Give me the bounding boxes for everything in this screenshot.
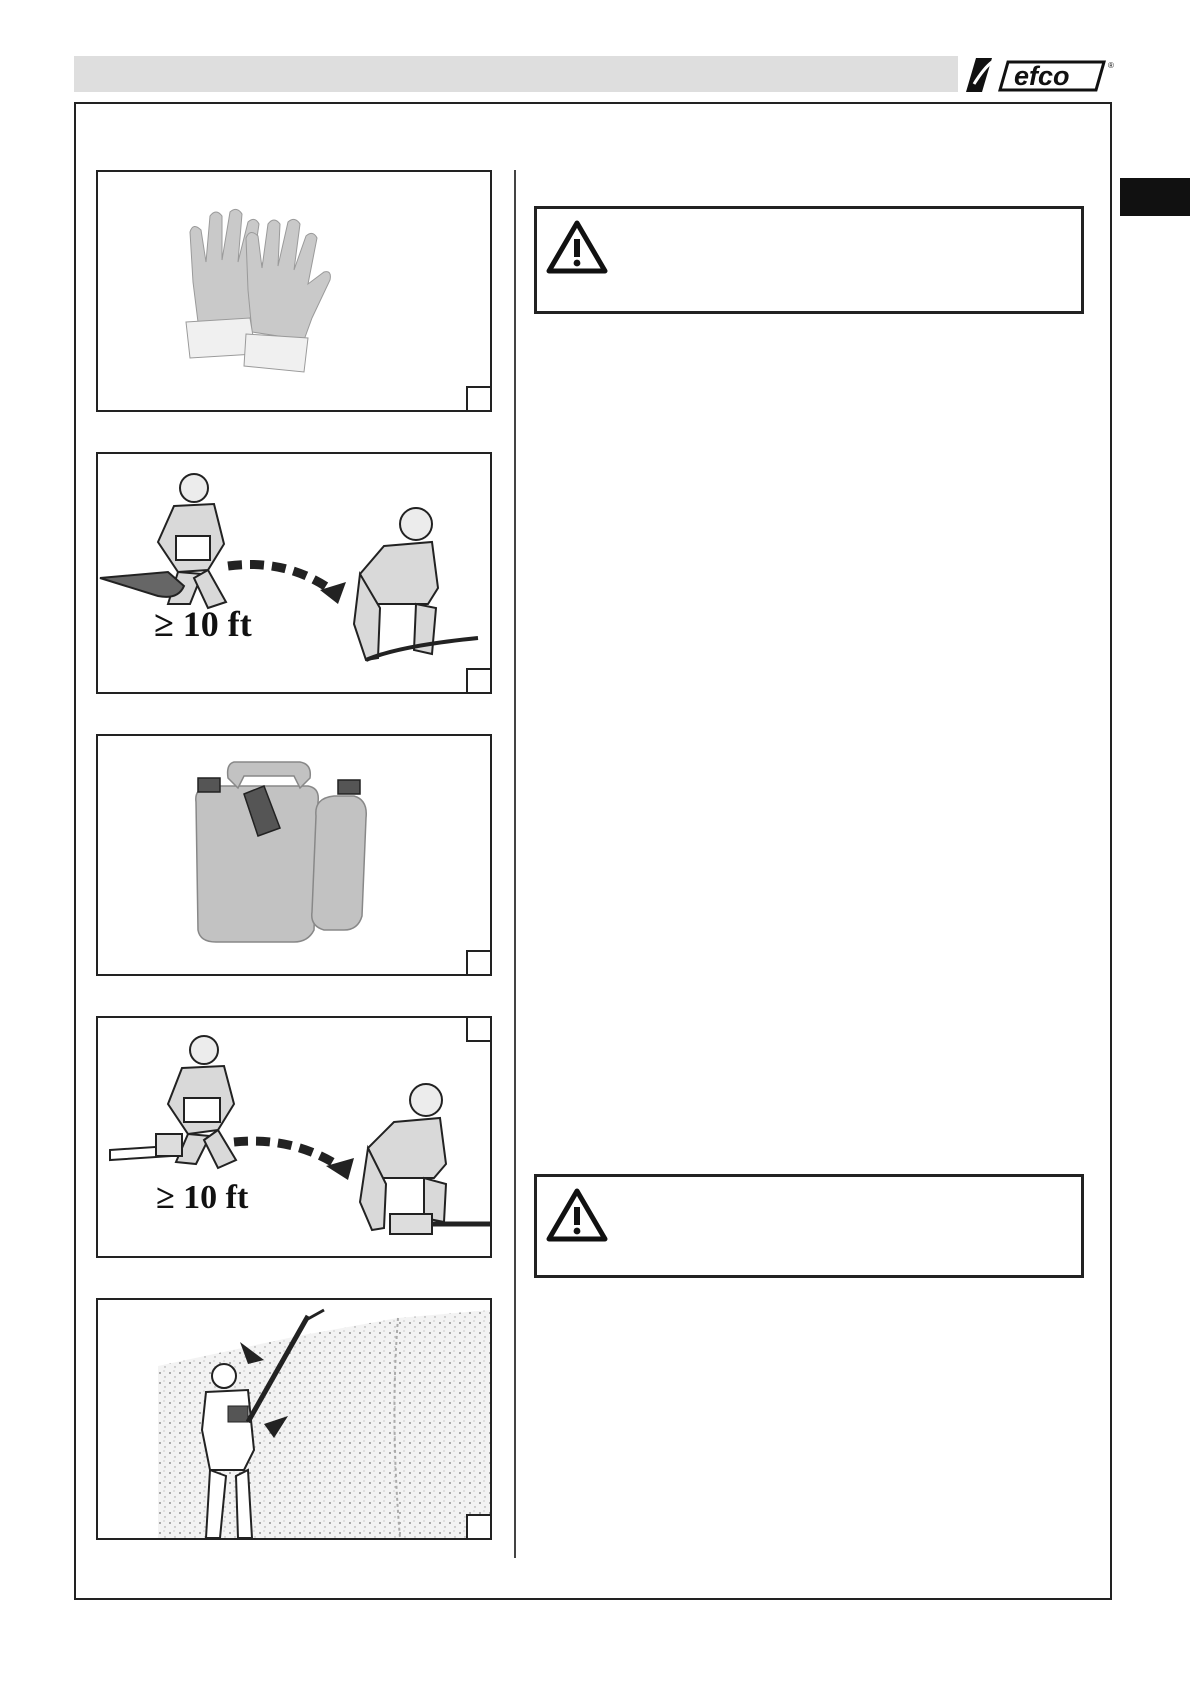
gloves-illustration bbox=[98, 172, 490, 410]
figure-hedge-trimming bbox=[96, 1298, 492, 1540]
figure-move-chainsaw bbox=[96, 452, 492, 694]
hedge-trimming-illustration bbox=[98, 1300, 490, 1538]
column-divider bbox=[514, 170, 516, 1558]
section-tab bbox=[1120, 178, 1190, 216]
figure-number-box bbox=[466, 386, 490, 410]
header-bar bbox=[74, 56, 958, 92]
distance-label: ≥ 10 ft bbox=[156, 1179, 249, 1216]
distance-label: ≥ 10 ft bbox=[154, 604, 252, 644]
figure-number-box bbox=[466, 1018, 490, 1042]
warning-triangle-icon bbox=[545, 219, 609, 275]
figure-fuel-can bbox=[96, 734, 492, 976]
registered-mark: ® bbox=[1108, 61, 1114, 70]
move-chainsaw-illustration bbox=[98, 454, 490, 692]
fuel-can-illustration bbox=[98, 736, 490, 974]
warning-triangle-icon bbox=[545, 1187, 609, 1243]
figure-number-box bbox=[466, 668, 490, 692]
warning-box bbox=[534, 1174, 1084, 1278]
brand-name: efco bbox=[1014, 61, 1070, 91]
figure-number-box bbox=[466, 1514, 490, 1538]
move-trimmer-illustration bbox=[98, 1018, 490, 1256]
figure-number-box bbox=[466, 950, 490, 974]
figure-move-trimmer bbox=[96, 1016, 492, 1258]
warning-box bbox=[534, 206, 1084, 314]
efco-logo bbox=[962, 54, 1122, 96]
figure-gloves bbox=[96, 170, 492, 412]
